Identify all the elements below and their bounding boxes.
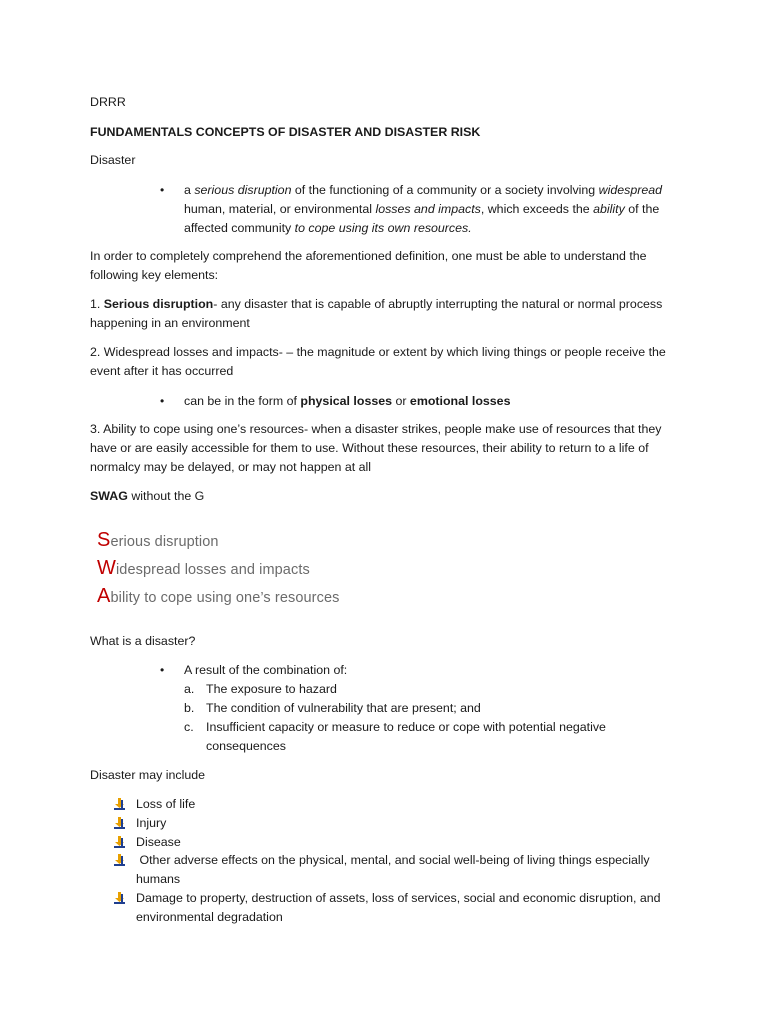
swag-letter: A	[97, 585, 111, 607]
element-2-paragraph: 2. Widespread losses and impacts- – the magnitude or extent by which living things or people receive the event after it has occurred	[90, 345, 666, 378]
def-text: of the functioning of a community or a society involving	[291, 183, 599, 197]
el1-text: - any disaster that is capable of abruptly interrupting the natural or normal process happening in an environment	[90, 297, 663, 330]
def-italic: widespread	[598, 183, 663, 197]
def-italic: ability	[593, 202, 625, 216]
section-disaster-heading: Disaster	[90, 153, 136, 167]
swag-word: erious disruption	[110, 534, 219, 550]
list-letter: b.	[184, 701, 195, 715]
bullet-marker: •	[160, 183, 165, 197]
what-is-heading: What is a disaster?	[90, 634, 196, 648]
arrow-bullet-icon	[113, 797, 127, 811]
arrow-bullet-icon	[113, 853, 127, 867]
losses-bold: emotional losses	[409, 394, 511, 408]
swag-word: bility to cope using one’s resources	[110, 590, 340, 606]
losses-text: or	[392, 394, 410, 408]
swag-text: without the G	[127, 489, 205, 503]
arrow-bullet-icon	[113, 816, 127, 830]
bullet-marker: •	[160, 394, 165, 408]
list-letter: c.	[184, 720, 194, 734]
element-3-paragraph: 3. Ability to cope using one’s resources- when a disaster strikes, people make use of resources that they have or are easily accessible for them to use. Without these resources, their ability to return to a life of normalcy may be delayed, or may not happen at all	[90, 422, 662, 474]
include-item: Injury	[136, 816, 167, 830]
def-text: , which exceeds the	[480, 202, 594, 216]
include-item: Damage to property, destruction of assets, loss of services, social and economic disruption, and environmental degradation	[136, 891, 661, 924]
losses-text: can be in the form of	[184, 394, 301, 408]
swag-line-w	[97, 557, 310, 581]
definition-bullet	[184, 181, 684, 238]
swag-line-a	[97, 585, 339, 609]
doc-header: DRRR	[90, 95, 126, 109]
list-item: The exposure to hazard	[206, 682, 337, 696]
doc-title-text: FUNDAMENTALS CONCEPTS OF DISASTER AND DISASTER RISK	[90, 125, 481, 139]
doc-title	[90, 123, 680, 142]
def-text: human, material, or environmental	[184, 202, 376, 216]
include-item: Other adverse effects on the physical, mental, and social well-being of living things especially humans	[136, 853, 654, 886]
def-italic: to cope using its own resources.	[294, 221, 472, 235]
def-italic: losses and impacts	[375, 202, 481, 216]
def-text: a	[184, 183, 195, 197]
swag-bold: SWAG	[90, 489, 128, 503]
el1-bold: Serious disruption	[103, 297, 214, 311]
bullet-marker: •	[160, 663, 165, 677]
include-item: Loss of life	[136, 797, 196, 811]
losses-bold: physical losses	[300, 394, 393, 408]
element-1-paragraph	[90, 295, 680, 333]
list-item: The condition of vulnerability that are present; and	[206, 701, 481, 715]
list-item: Insufficient capacity or measure to reduce or cope with potential negative consequences	[206, 720, 606, 753]
def-italic: serious disruption	[194, 183, 292, 197]
arrow-bullet-icon	[113, 891, 127, 905]
el1-number: 1.	[90, 297, 104, 311]
arrow-bullet-icon	[113, 835, 127, 849]
may-include-heading: Disaster may include	[90, 768, 206, 782]
swag-word: idespread losses and impacts	[115, 562, 310, 578]
swag-letter: S	[97, 529, 111, 551]
combination-bullet: A result of the combination of:	[184, 663, 348, 677]
intro-paragraph: In order to completely comprehend the aforementioned definition, one must be able to understand the following key elements:	[90, 249, 647, 282]
include-item: Disease	[136, 835, 181, 849]
losses-bullet	[184, 392, 684, 411]
swag-line-s	[97, 529, 219, 553]
def-text: of the affected community	[184, 202, 660, 235]
swag-heading	[90, 487, 680, 506]
swag-letter: W	[97, 557, 116, 579]
list-letter: a.	[184, 682, 195, 696]
